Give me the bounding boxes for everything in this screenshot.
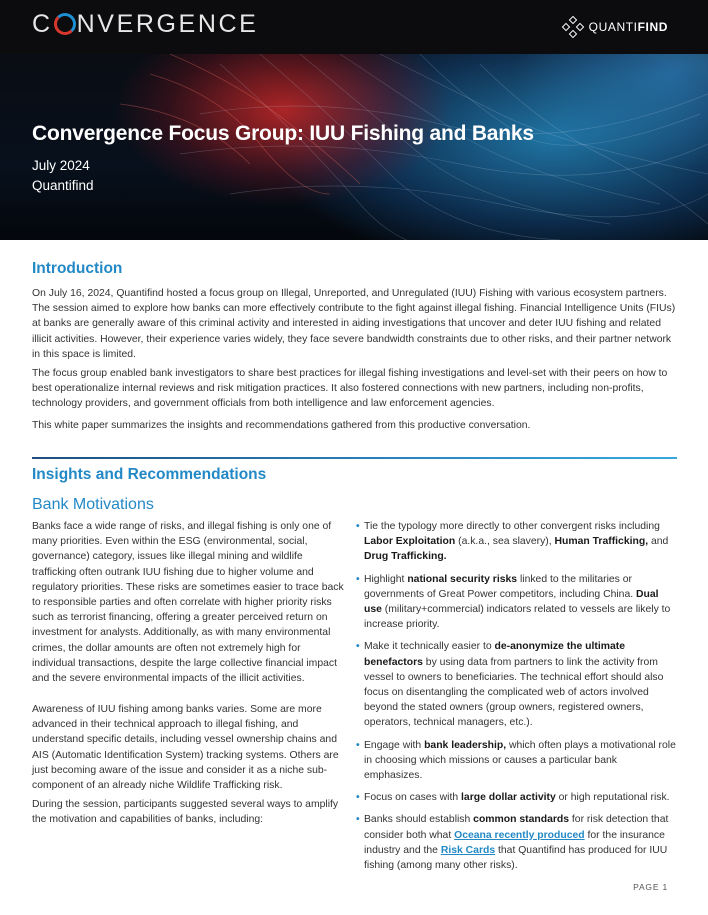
bullet-dot-icon: • [356, 739, 360, 751]
intro-paragraph-3: This white paper summarizes the insights and recommendations gathered from this productive conversation. [32, 420, 531, 431]
diamond-cluster-icon [563, 17, 583, 37]
bank-motivations-subheading: Bank Motivations [32, 496, 154, 513]
introduction-heading: Introduction [32, 260, 123, 277]
quantifind-wordmark: QUANTIFIND [588, 20, 668, 34]
list-item: • Make it technically easier to de-anonymize the ultimate benefactors by using data from partners to link the activity from vessel to owners to beneficiaries. The technical effort should also focus on disentangling the complicated web of actors involved beyond the stated owners (group owners, registered owners, operators, technical managers, etc.). [356, 641, 664, 729]
brand-rest: NVERGENCE [76, 10, 259, 38]
oceana-link[interactable]: Oceana recently produced [454, 829, 585, 841]
fishing-net-illustration [0, 54, 708, 240]
section-divider [32, 457, 677, 459]
list-item: • Tie the typology more directly to other convergent risks including Labor Exploitation (a.k.a., sea slavery), Human Trafficking, and Drug Trafficking. [356, 521, 669, 563]
author-org: Quantifind [32, 178, 94, 193]
motivations-paragraph-2: Awareness of IUU fishing among banks varies. Some are more advanced in their technical approach to illegal fishing, and understand specific details, including vessel ownership chains and AIS (Automatic Identification System) tracking systems. Others are just becoming aware of the issue and consider it as a niche sub-component of an already niche Wildlife Trafficking risk. [32, 704, 339, 792]
recommendations-list [356, 519, 678, 880]
bullet-dot-icon: • [356, 792, 360, 804]
top-bar [0, 0, 708, 54]
motivations-paragraph-1: Banks face a wide range of risks, and illegal fishing is only one of many priorities. Even within the ESG (environmental, social, governance) category, issues like illegal mining and wildlife trafficking often outrank IUU fishing due to higher volume and regulatory priorities. These risks are sometimes easier to trace back to responsible parties and often correlate with higher priority risks such as terrorist financing, offering a greater perceived return on investment for analysts. Additionally, as with many environmental crimes, the dollar amounts are often not extremely high for individual transactions, despite the large collective financial impact and the severe environmental impacts of the illicit activities. [32, 521, 344, 685]
list-item: • Engage with bank leadership, which often plays a motivational role in choosing which missions or causes a particular bank emphasizes. [356, 739, 676, 782]
list-item: • Banks should establish common standards for risk detection that consider both what Oceana recently produced for the insurance industry and the Risk Cards that Quantifind has produced for IUU fishing (among many other risks). [356, 814, 669, 872]
hero-banner [0, 54, 708, 240]
quantifind-logo [563, 17, 668, 37]
motivations-paragraph-3: During the session, participants suggested several ways to amplify the motivation and capabilities of banks, including: [32, 799, 339, 826]
intro-paragraph-1: On July 16, 2024, Quantifind hosted a focus group on Illegal, Unreported, and Unregulated (IUU) Fishing with various ecosystem partners. The session aimed to explore how banks can more effectively contribute to the fight against illegal fishing. Financial Intelligence Units (FIUs) at banks are generally aware of this criminal activity and interested in aiding investigations that uncover and deter IUU fishing and related illicit activities. However, their experience varies widely, they face severe bandwidth constraints due to other risks, and their partner network in this space is limited. [32, 288, 676, 360]
insights-heading: Insights and Recommendations [32, 466, 267, 483]
page-number: PAGE 1 [633, 882, 668, 892]
intro-paragraph-2: The focus group enabled bank investigators to share best practices for illegal fishing investigations and level-set with their peers on how to best operationalize internal reviews and risk mitigation practices. It also fostered connections with new partners, including non-profits, technology providers, and government officials from both intelligence and law enforcement agencies. [32, 368, 668, 410]
bullet-dot-icon: • [356, 814, 360, 826]
publish-date: July 2024 [32, 158, 90, 173]
bullet-dot-icon: • [356, 521, 360, 532]
page-title: Convergence Focus Group: IUU Fishing and Banks [32, 122, 534, 145]
list-item: • Focus on cases with large dollar activity or high reputational risk. [356, 790, 678, 805]
list-item: • Highlight national security risks linked to the militaries or governments of Great Power competitors, including China. Dual use (military+commercial) indicators related to vessels are likely to increase priority. [356, 573, 671, 631]
convergence-logo [32, 10, 258, 39]
bullet-dot-icon: • [356, 573, 360, 585]
brand-o-ring-icon [54, 13, 76, 35]
risk-cards-link[interactable]: Risk Cards [440, 844, 496, 856]
bullet-dot-icon: • [356, 641, 360, 653]
brand-letter-c: C [32, 10, 53, 38]
